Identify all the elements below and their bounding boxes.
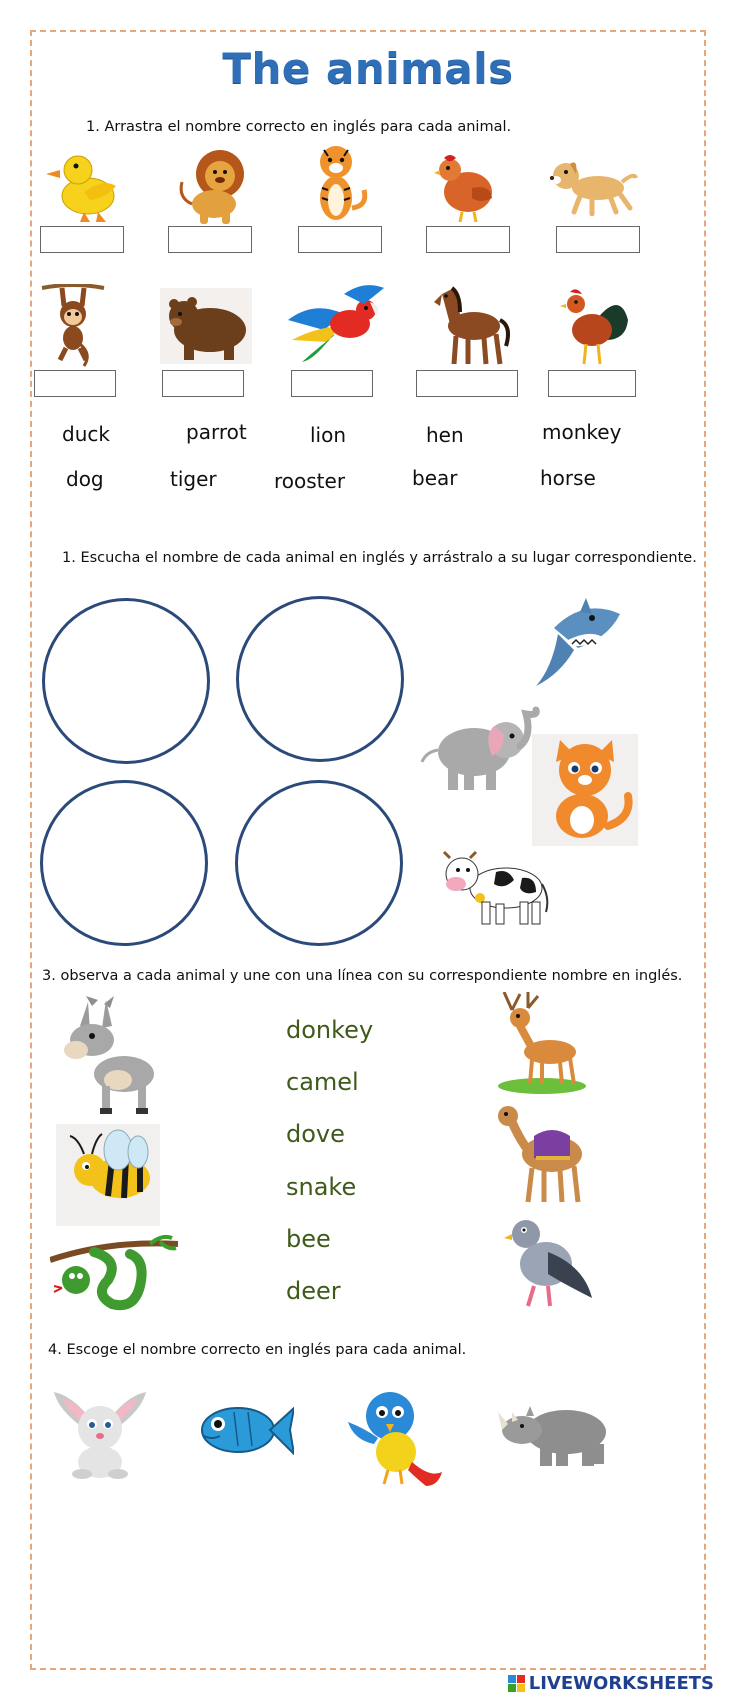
snake-icon[interactable]	[50, 1230, 178, 1316]
answer-slot-7[interactable]	[162, 370, 244, 397]
answer-slot-10[interactable]	[548, 370, 636, 397]
match-word-deer[interactable]: deer	[286, 1277, 341, 1305]
liveworksheets-logo-icon	[508, 1675, 525, 1692]
parrot-icon[interactable]	[284, 280, 386, 364]
word-hen[interactable]: hen	[426, 423, 464, 447]
drop-circle-3[interactable]	[40, 780, 208, 946]
answer-slot-1[interactable]	[40, 226, 124, 253]
rabbit-icon[interactable]	[52, 1384, 148, 1480]
shark-icon[interactable]	[534, 598, 622, 694]
answer-slot-2[interactable]	[168, 226, 252, 253]
drop-circle-2[interactable]	[236, 596, 404, 762]
match-word-dove[interactable]: dove	[286, 1120, 345, 1148]
answer-slot-8[interactable]	[291, 370, 373, 397]
answer-slot-3[interactable]	[298, 226, 382, 253]
instruction-1: 1. Arrastra el nombre correcto en inglés para cada animal.	[86, 119, 512, 135]
drop-circle-4[interactable]	[235, 780, 403, 946]
answer-slot-6[interactable]	[34, 370, 116, 397]
tiger-icon[interactable]	[306, 142, 372, 226]
match-word-snake[interactable]: snake	[286, 1173, 357, 1201]
cow-icon[interactable]	[440, 844, 552, 928]
page-title: The animals	[222, 44, 514, 93]
duck-icon[interactable]	[44, 148, 124, 224]
word-rooster[interactable]: rooster	[274, 469, 346, 493]
word-parrot[interactable]: parrot	[186, 420, 247, 444]
dove-icon[interactable]	[504, 1212, 594, 1310]
match-word-donkey[interactable]: donkey	[286, 1016, 374, 1044]
elephant-icon[interactable]	[420, 706, 540, 794]
word-bear[interactable]: bear	[412, 466, 458, 490]
hen-icon[interactable]	[432, 150, 498, 222]
word-tiger[interactable]: tiger	[170, 467, 217, 491]
deer-icon[interactable]	[494, 992, 590, 1096]
rooster-icon[interactable]	[556, 280, 632, 366]
camel-icon[interactable]	[494, 1100, 588, 1206]
word-horse[interactable]: horse	[540, 466, 596, 490]
dog-icon[interactable]	[546, 156, 638, 216]
lion-icon[interactable]	[174, 146, 254, 226]
word-dog[interactable]: dog	[66, 467, 104, 491]
answer-slot-5[interactable]	[556, 226, 640, 253]
fish-icon[interactable]	[198, 1396, 294, 1464]
answer-slot-4[interactable]	[426, 226, 510, 253]
match-word-camel[interactable]: camel	[286, 1068, 359, 1096]
brand-footer	[508, 1673, 714, 1694]
cat-icon[interactable]	[532, 734, 638, 846]
rhino-icon[interactable]	[496, 1398, 616, 1470]
instruction-3: 3. observa a cada animal y une con una línea con su correspondiente nombre en inglés.	[42, 968, 683, 984]
match-word-bee[interactable]: bee	[286, 1225, 331, 1253]
instruction-2: 1. Escucha el nombre de cada animal en inglés y arrástralo a su lugar correspondiente.	[62, 550, 697, 566]
donkey-icon[interactable]	[58, 996, 162, 1116]
word-lion[interactable]: lion	[310, 423, 347, 447]
horse-icon[interactable]	[430, 284, 510, 366]
word-duck[interactable]: duck	[62, 422, 110, 446]
monkey-icon[interactable]	[40, 284, 106, 368]
bee-icon[interactable]	[56, 1124, 160, 1226]
bear-icon[interactable]	[160, 288, 252, 364]
brand-name: LIVEWORKSHEETS	[528, 1673, 714, 1694]
word-monkey[interactable]: monkey	[542, 420, 622, 444]
drop-circle-1[interactable]	[42, 598, 210, 764]
answer-slot-9[interactable]	[416, 370, 518, 397]
bird-icon[interactable]	[344, 1382, 444, 1490]
instruction-4: 4. Escoge el nombre correcto en inglés para cada animal.	[48, 1342, 467, 1358]
